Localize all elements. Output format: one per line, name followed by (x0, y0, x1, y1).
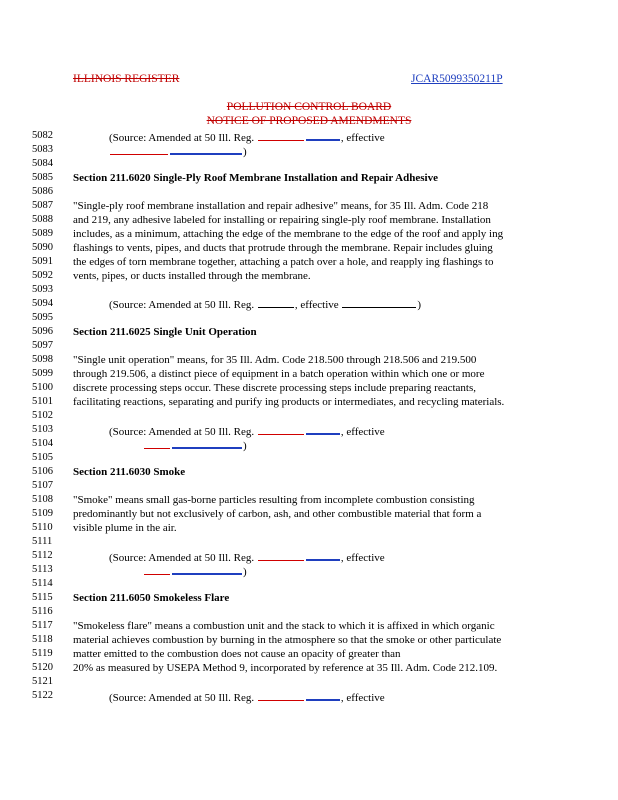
section-heading: Section 211.6020 Single-Ply Roof Membrane Installation and Repair Adhesive (73, 172, 438, 184)
line-number: 5110 (32, 522, 53, 533)
deleted-blank (144, 438, 170, 449)
line-number: 5094 (32, 298, 53, 309)
line-number: 5117 (32, 620, 53, 631)
inserted-blank (172, 437, 242, 449)
line-number: 5092 (32, 270, 53, 281)
line-number: 5083 (32, 144, 53, 155)
source-text: (Source: Amended at 50 Ill. Reg. (109, 132, 255, 144)
line-number: 5108 (32, 494, 53, 505)
inserted-blank (170, 143, 242, 155)
source-note-cont (109, 437, 247, 453)
line-number: 5112 (32, 550, 53, 561)
line-number: 5096 (32, 326, 53, 337)
line-number: 5100 (32, 382, 53, 393)
deleted-blank (144, 564, 170, 575)
close-paren: ) (417, 299, 422, 311)
line-number: 5113 (32, 564, 53, 575)
body-line: flashings to vents, pipes, and ducts that protrude through the membrane. Repair includes gluing (73, 242, 493, 254)
line-number: 5087 (32, 200, 53, 211)
inserted-blank (172, 563, 242, 575)
source-note-cont (109, 563, 247, 579)
line-number: 5104 (32, 438, 53, 449)
body-line: visible plume in the air. (73, 522, 177, 534)
close-paren: ) (243, 146, 247, 158)
body-line: "Smokeless flare" means a combustion unit and the stack to which it is affixed in which organic (73, 620, 495, 632)
effective-label: , effective (294, 299, 339, 311)
body-line: and 219, any adhesive labeled for installing or repairing single-ply roof membrane. Installation (73, 214, 491, 226)
line-number: 5107 (32, 480, 53, 491)
notice-title: NOTICE OF PROPOSED AMENDMENTS (206, 115, 412, 127)
line-number: 5121 (32, 676, 53, 687)
body-line: material achieves combustion by burning in the atmosphere so that the smoke or other particulate (73, 634, 502, 646)
body-line: 20% as measured by USEPA Method 9, incorporated by reference at 35 Ill. Adm. Code 212.109. (73, 662, 498, 674)
blank-line (342, 297, 416, 308)
line-number: 5089 (32, 228, 53, 239)
line-number: 5111 (32, 536, 53, 547)
line-number: 5115 (32, 592, 53, 603)
line-number: 5088 (32, 214, 53, 225)
body-line: predominantly but not exclusively of carbon, ash, and other combustible material that form a (73, 508, 482, 520)
source-note-cont (109, 143, 247, 159)
body-line: facilitating reactions, separating and purify ing products or intermediates, and recycling materials. (73, 396, 505, 408)
body-line: "Single unit operation" means, for 35 Ill. Adm. Code 218.500 through 218.506 and 219.500 (73, 354, 477, 366)
source-text: (Source: Amended at 50 Ill. Reg. (109, 552, 255, 564)
close-paren: ) (243, 566, 247, 578)
body-line: vents, pipes, or ducts installed through the membrane. (73, 270, 311, 282)
deleted-blank (258, 424, 304, 435)
section-heading: Section 211.6050 Smokeless Flare (73, 592, 230, 604)
inserted-blank (306, 129, 340, 141)
line-number: 5085 (32, 172, 53, 183)
line-number: 5120 (32, 662, 53, 673)
line-number: 5116 (32, 606, 53, 617)
line-number: 5103 (32, 424, 53, 435)
close-paren: ) (243, 440, 247, 452)
deleted-blank (258, 130, 304, 141)
effective-label: , effective (340, 552, 385, 564)
source-note (109, 689, 385, 705)
line-number: 5086 (32, 186, 53, 197)
deleted-blank (258, 690, 304, 701)
line-number: 5091 (32, 256, 53, 267)
line-number: 5109 (32, 508, 53, 519)
line-number: 5090 (32, 242, 53, 253)
line-number: 5093 (32, 284, 53, 295)
section-heading: Section 211.6025 Single Unit Operation (73, 326, 257, 338)
deleted-blank (258, 550, 304, 561)
line-number: 5119 (32, 648, 53, 659)
effective-label: , effective (340, 426, 385, 438)
effective-label: , effective (340, 692, 385, 704)
inserted-blank (306, 689, 340, 701)
body-line: discrete processing steps occur. These discrete processing steps include preparing reactants, (73, 382, 476, 394)
body-line: "Smoke" means small gas-borne particles resulting from incomplete combustion consisting (73, 494, 475, 506)
line-number: 5099 (32, 368, 53, 379)
line-number: 5097 (32, 340, 53, 351)
body-line: "Single-ply roof membrane installation and repair adhesive" means, for 35 Ill. Adm. Code 218 (73, 200, 489, 212)
board-name: POLLUTION CONTROL BOARD (226, 101, 392, 113)
deleted-blank (110, 144, 168, 155)
line-number: 5105 (32, 452, 53, 463)
effective-label: , effective (340, 132, 385, 144)
blank-line (258, 297, 294, 308)
line-number: 5106 (32, 466, 53, 477)
body-line: includes, as a minimum, attaching the edge of the membrane to the edge of the roof and apply ing (73, 228, 504, 240)
line-number: 5098 (32, 354, 53, 365)
line-number: 5082 (32, 130, 53, 141)
line-number: 5118 (32, 634, 53, 645)
section-heading: Section 211.6030 Smoke (73, 466, 186, 478)
inserted-blank (306, 549, 340, 561)
line-number: 5122 (32, 690, 53, 701)
source-text: (Source: Amended at 50 Ill. Reg. (109, 692, 255, 704)
line-number: 5102 (32, 410, 53, 421)
line-number: 5114 (32, 578, 53, 589)
body-line: matter emitted to the combustion does not cause an opacity of greater than (73, 648, 401, 660)
line-number: 5084 (32, 158, 53, 169)
source-text: (Source: Amended at 50 Ill. Reg. (109, 426, 255, 438)
register-title: ILLINOIS REGISTER (73, 73, 180, 85)
jcar-code: JCAR5099350211P (411, 73, 503, 85)
line-number: 5095 (32, 312, 53, 323)
line-number: 5101 (32, 396, 53, 407)
source-text: (Source: Amended at 50 Ill. Reg. (109, 299, 255, 311)
inserted-blank (306, 423, 340, 435)
source-note (109, 297, 421, 312)
body-line: through 219.506, a distinct piece of equipment in a batch operation within which one or more (73, 368, 485, 380)
body-line: the edges of torn membrane together, attaching a patch over a hole, and reapply ing flashings to (73, 256, 494, 268)
